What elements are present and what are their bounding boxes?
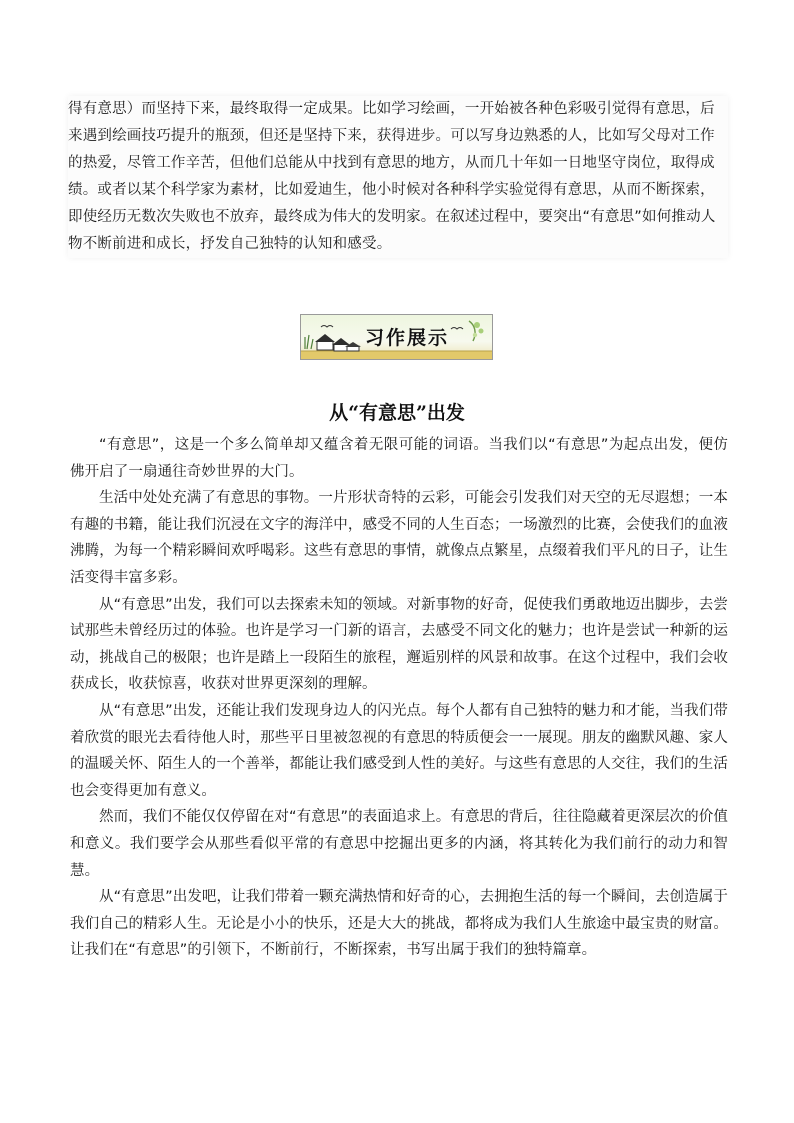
banner-title: 习作展示 [365, 327, 450, 349]
essay-paragraph: 从“有意思”出发，还能让我们发现身边人的闪光点。每个人都有自己独特的魅力和才能，当我们带着欣赏的眼光去看待他人时，那些平日里被忽视的有意思的特质便会一一展现。朋友的幽默风趣、家人的温暖关怀、陌生人的一个善举，都能让我们感受到人性的美好。与这些有意思的人交往，我们的生活也会变得更加有意义。 [70, 702, 728, 799]
section-banner [300, 314, 493, 360]
essay-paragraph: 从“有意思”出发吧，让我们带着一颗充满热情和好奇的心，去拥抱生活的每一个瞬间，去创造属于我们自己的精彩人生。无论是小小的快乐，还是大大的挑战，都将成为我们人生旅途中最宝贵的财富。让我们在“有意思”的引领下，不断前行，不断探索，书写出属于我们的独特篇章。 [70, 889, 728, 959]
essay-body [70, 432, 728, 964]
intro-paragraph: 得有意思）而坚持下来，最终取得一定成果。比如学习绘画，一开始被各种色彩吸引觉得有意思，后来遇到绘画技巧提升的瓶颈，但还是坚持下来，获得进步。可以写身边熟悉的人，比如写父母对工作的热爱，尽管工作辛苦，但他们总能从中找到有意思的地方，从而几十年如一日地坚守岗位，取得成绩。或者以某个科学家为素材，比如爱迪生，他小时候对各种科学实验觉得有意思，从而不断探索，即使经历无数次失败也不放弃，最终成为伟大的发明家。在叙述过程中，要突出“有意思”如何推动人物不断前进和成长，抒发自己独特的认知和感受。 [68, 96, 728, 258]
essay-paragraph: 然而，我们不能仅仅停留在对“有意思”的表面追求上。有意思的背后，往往隐藏着更深层次的价值和意义。我们要学会从那些看似平常的有意思中挖掘出更多的内涵，将其转化为我们前行的动力和智慧。 [70, 809, 728, 879]
essay-paragraph: 生活中处处充满了有意思的事物。一片形状奇特的云彩，可能会引发我们对天空的无尽遐想；一本有趣的书籍，能让我们沉浸在文字的海洋中，感受不同的人生百态；一场激烈的比赛，会使我们的血液沸腾，为每一个精彩瞬间欢呼喝彩。这些有意思的事情，就像点点繁星，点缀着我们平凡的日子，让生活变得丰富多彩。 [70, 490, 728, 586]
essay-title: 从“有意思”出发 [329, 402, 465, 424]
essay-paragraph: 从“有意思”出发，我们可以去探索未知的领域。对新事物的好奇，促使我们勇敢地迈出脚步，去尝试那些未曾经历过的体验。也许是学习一门新的语言，去感受不同文化的魅力；也许是尝试一种新的运动，挑战自己的极限；也许是踏上一段陌生的旅程，邂逅别样的风景和故事。在这个过程中，我们会收获成长，收获惊喜，收获对世界更深刻的理解。 [70, 596, 728, 693]
essay-paragraph: “有意思”，这是一个多么简单却又蕴含着无限可能的词语。当我们以“有意思”为起点出发，便仿佛开启了一扇通往奇妙世界的大门。 [70, 437, 728, 480]
